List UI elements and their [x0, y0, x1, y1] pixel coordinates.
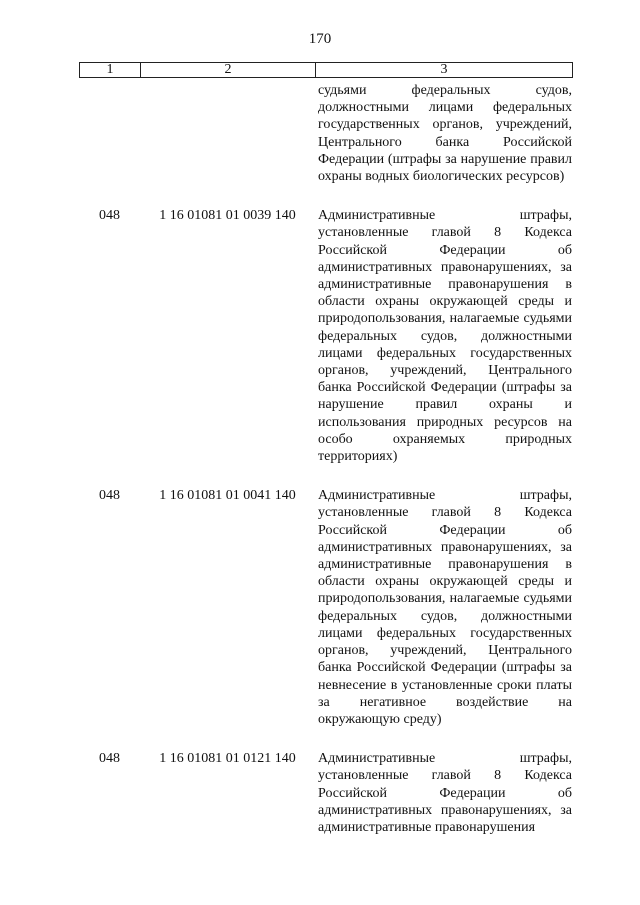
table-row [0, 750, 640, 836]
row-spacer [0, 465, 640, 487]
row-spacer [0, 185, 640, 207]
row-code: 048 [99, 751, 120, 767]
row-kbk: 1 16 01081 01 0121 140 [159, 751, 296, 767]
row-description: Административные штрафы, установленные главой 8 Кодекса Российской Федерации об административных правонарушениях, за административные правонарушения [318, 751, 572, 835]
row-kbk: 1 16 01081 01 0039 140 [159, 208, 296, 224]
table-row [0, 78, 640, 185]
table-body [0, 78, 640, 836]
row-code: 048 [99, 208, 120, 224]
row-kbk: 1 16 01081 01 0041 140 [159, 488, 296, 504]
row-description: Административные штрафы, установленные главой 8 Кодекса Российской Федерации об административных правонарушениях, за административные правонарушения в области охраны окружающей среды и природопользования, налагаемые судьями федеральных судов, должностными лицами федеральных государственных органов, учреждений, Центрального банка Российской Федерации (штрафы за невнесение в установленные сроки платы за негативное воздействие на окружающую среду) [318, 488, 572, 727]
table-row [0, 487, 640, 728]
row-description: судьями федеральных судов, должностными лицами федеральных государственных органов, учреждений, Центрального банка Российской Федерации (штрафы за нарушение правил охраны водных биологических ресурсов) [318, 83, 572, 185]
row-spacer [0, 728, 640, 750]
table-row [0, 207, 640, 465]
header-col-3: 3 [440, 62, 448, 77]
row-description: Административные штрафы, установленные главой 8 Кодекса Российской Федерации об административных правонарушениях, за административные правонарушения в области охраны окружающей среды и природопользования, налагаемые судьями федеральных судов, должностными лицами федеральных государственных органов, учреждений, Центрального банка Российской Федерации (штрафы за нарушение правил охраны и использования природных ресурсов на особо охраняемых природных территориях) [318, 208, 572, 465]
header-col-2: 2 [141, 63, 316, 77]
header-col-1: 1 [80, 63, 141, 77]
page-number: 170 [308, 31, 332, 47]
table-header [79, 62, 573, 78]
row-code: 048 [99, 488, 120, 504]
